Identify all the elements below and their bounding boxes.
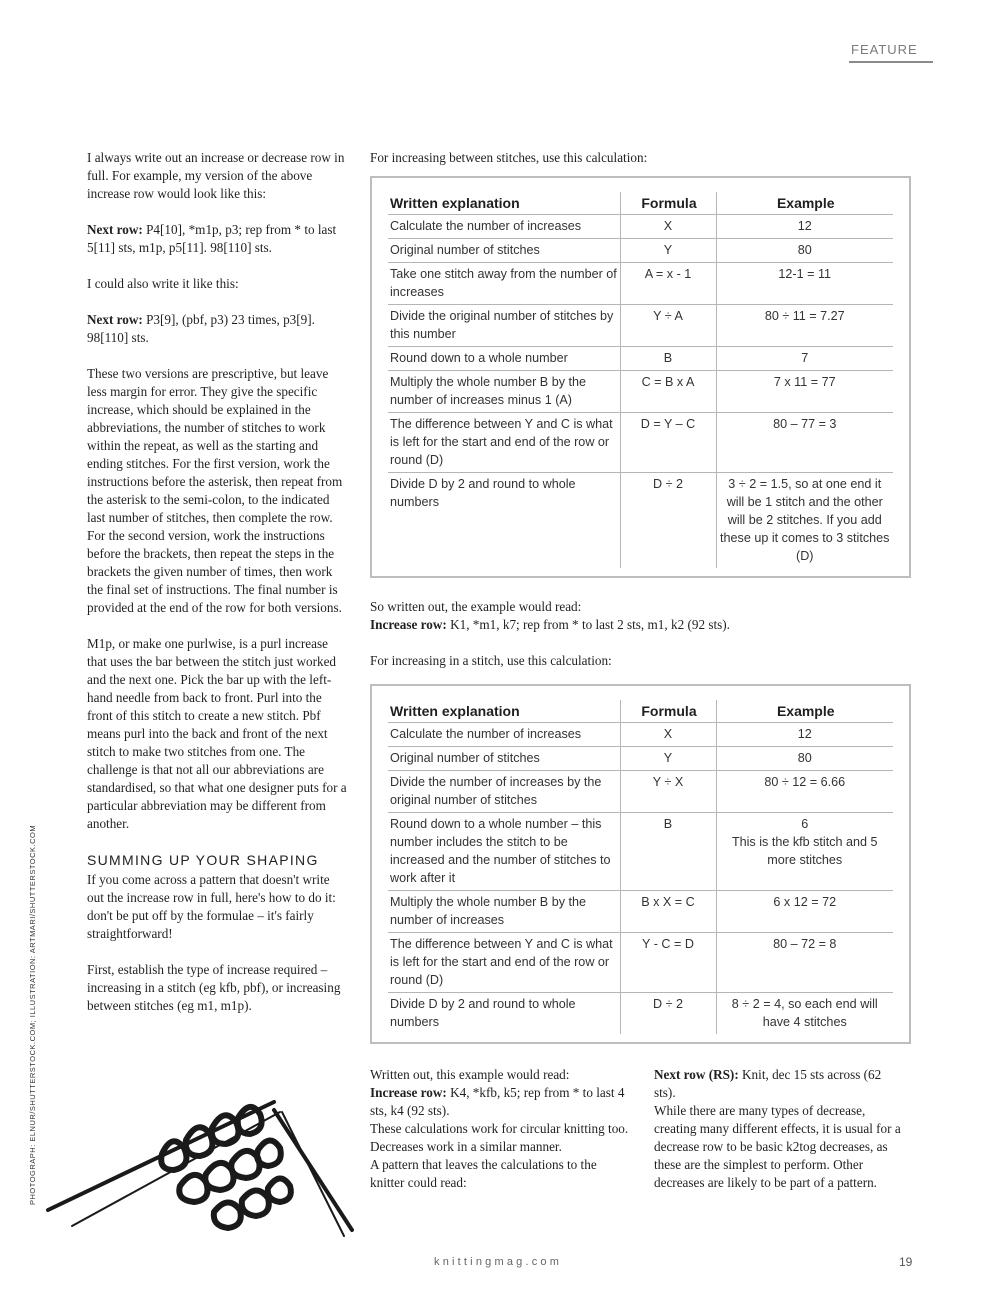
example-intro: So written out, the example would read: <box>370 599 582 614</box>
table2-intro: For increasing in a stitch, use this calculation: <box>370 653 612 668</box>
table-row <box>388 723 893 747</box>
cell-formula: D ÷ 2 <box>620 473 716 569</box>
page-number: 19 <box>899 1255 913 1269</box>
header-formula: Formula <box>620 700 716 723</box>
table-row <box>388 347 893 371</box>
cell-formula: Y ÷ A <box>620 305 716 347</box>
increase-row-instructions: K1, *m1, k7; rep from * to last 2 sts, m1, k2 (92 sts). <box>446 617 730 632</box>
cell-formula: B <box>620 347 716 371</box>
paragraph-summing: If you come across a pattern that doesn't write out the increase row in full, here's how to do it: don't be put off by the formulae – it's fairly straightforward! <box>87 872 336 941</box>
cell-example: 80 ÷ 11 = 7.27 <box>716 305 893 347</box>
photo-credit: PHOTOGRAPH: ELNUR/SHUTTERSTOCK.COM; ILLUSTRATION: ARTMARI/SHUTTERSTOCK.COM <box>28 824 37 1205</box>
table-row <box>388 239 893 263</box>
next-row-label: Next row: <box>87 312 143 327</box>
table-row <box>388 891 893 933</box>
table-row <box>388 263 893 305</box>
table-row <box>388 771 893 813</box>
example-readout <box>370 598 930 634</box>
cell-explanation: Divide D by 2 and round to whole numbers <box>388 993 620 1035</box>
next-row-rs-instructions: Knit, dec 15 sts across (62 sts). <box>654 1067 882 1100</box>
cell-formula: Y - C = D <box>620 933 716 993</box>
cell-example: 6 This is the kfb stitch and 5 more stitches <box>716 813 893 891</box>
cell-explanation: Calculate the number of increases <box>388 723 620 747</box>
cell-example: 80 <box>716 239 893 263</box>
paragraph-alt: I could also write it like this: <box>87 276 239 291</box>
decrease-types-note: While there are many types of decrease, creating many different effects, it is usual for a decrease row to be basic k2tog decreases, as these are the simplest to perform. Other decreases are likely to be part of a pattern. <box>654 1103 901 1190</box>
table-increasing-between <box>370 176 911 578</box>
cell-formula: D = Y – C <box>620 413 716 473</box>
cell-explanation: Multiply the whole number B by the number of increases minus 1 (A) <box>388 371 620 413</box>
header-explanation: Written explanation <box>390 195 520 211</box>
paragraph-establish: First, establish the type of increase required – increasing in a stitch (eg kfb, pbf), or increasing between stitches (eg m1, m1p). <box>87 962 341 1013</box>
cell-formula: A = x - 1 <box>620 263 716 305</box>
table-row <box>388 305 893 347</box>
bottom-right-column <box>654 1066 904 1192</box>
bottom-increase-row <box>370 1084 632 1120</box>
cell-formula: Y <box>620 239 716 263</box>
cell-formula: Y <box>620 747 716 771</box>
cell-example: 8 ÷ 2 = 4, so each end will have 4 stitches <box>716 993 893 1035</box>
header-example: Example <box>776 195 835 211</box>
paragraph-versions: These two versions are prescriptive, but leave less margin for error. They give the specific increase, which should be explained in the abbreviations, the number of stitches to work within the repeat, as well as the starting and ending stitches. For the first version, work the instructions before the asterisk, then repeat from the asterisk to the semi-colon, to the indicated last number of stitches, then complete the row. For the second version, work the instructions before the brackets, then repeat the steps in the brackets the given number of times, then work the final set of instructions. The final number is provided at the end of the row for both versions. <box>87 366 343 615</box>
table-row <box>388 371 893 413</box>
next-row-rs-label: Next row (RS): <box>654 1067 739 1082</box>
cell-formula: Y ÷ X <box>620 771 716 813</box>
cell-explanation: Take one stitch away from the number of increases <box>388 263 620 305</box>
cell-example: 12 <box>716 215 893 239</box>
cell-example: 80 – 72 = 8 <box>716 933 893 993</box>
table-row <box>388 993 893 1035</box>
cell-example: 12 <box>716 723 893 747</box>
increase-row-label: Increase row: <box>370 617 447 632</box>
table-row <box>388 933 893 993</box>
cell-formula: X <box>620 723 716 747</box>
cell-explanation: Calculate the number of increases <box>388 215 620 239</box>
cell-formula: B <box>620 813 716 891</box>
increase-row-label: Increase row: <box>370 1085 447 1100</box>
next-row-instructions: P4[10], *m1p, p3; rep from * to last 5[11] sts, m1p, p5[11]. 98[110] sts. <box>87 222 337 255</box>
pattern-note: A pattern that leaves the calculations to the knitter could read: <box>370 1157 597 1190</box>
cell-example: 7 x 11 = 77 <box>716 371 893 413</box>
section-tag: FEATURE <box>849 42 933 63</box>
cell-formula: X <box>620 215 716 239</box>
next-row-rs <box>654 1066 904 1102</box>
cell-explanation: Divide the number of increases by the original number of stitches <box>388 771 620 813</box>
table-row <box>388 813 893 891</box>
cell-example: 80 ÷ 12 = 6.66 <box>716 771 893 813</box>
paragraph-m1p: M1p, or make one purlwise, is a purl increase that uses the bar between the stitch just worked and the next one. Pick the bar up with the left-hand needle from back to front. Purl into the front of this stitch to create a new stitch. Pbf means purl into the back and front of the next stitch to make two stitches from one. The challenge is that not all our abbreviations are standardised, so that what one designer puts for a particular abbreviation may be different from another. <box>87 636 347 831</box>
table-row <box>388 473 893 569</box>
cell-explanation: Multiply the whole number B by the number of increases <box>388 891 620 933</box>
cell-formula: D ÷ 2 <box>620 993 716 1035</box>
table-row <box>388 215 893 239</box>
cell-example: 7 <box>716 347 893 371</box>
cell-explanation: Divide the original number of stitches by this number <box>388 305 620 347</box>
header-example: Example <box>776 703 835 719</box>
knitting-needles-illustration <box>44 1090 356 1240</box>
cell-explanation: The difference between Y and C is what is left for the start and end of the row or round (D) <box>388 413 620 473</box>
next-row-label: Next row: <box>87 222 143 237</box>
calc-table-between <box>388 192 893 568</box>
cell-example: 3 ÷ 2 = 1.5, so at one end it will be 1 stitch and the other will be 2 stitches. If you add these up it comes to 3 stitches (D) <box>716 473 893 569</box>
table-row <box>388 413 893 473</box>
cell-explanation: Round down to a whole number <box>388 347 620 371</box>
header-explanation: Written explanation <box>390 703 520 719</box>
cell-explanation: Original number of stitches <box>388 747 620 771</box>
section-heading: SUMMING UP YOUR SHAPING <box>87 852 319 868</box>
cell-example: 80 – 77 = 3 <box>716 413 893 473</box>
paragraph-intro: I always write out an increase or decrease row in full. For example, my version of the above increase row would look like this: <box>87 150 345 201</box>
decrease-note: Decreases work in a similar manner. <box>370 1139 562 1154</box>
cell-example: 12-1 = 11 <box>716 263 893 305</box>
table1-intro: For increasing between stitches, use this calculation: <box>370 150 648 165</box>
table-increasing-in <box>370 684 911 1044</box>
cell-explanation: Round down to a whole number – this number includes the stitch to be increased and the number of stitches to work after it <box>388 813 620 891</box>
cell-example: 6 x 12 = 72 <box>716 891 893 933</box>
circular-note: These calculations work for circular knitting too. <box>370 1121 629 1136</box>
paragraph-next-row-1 <box>87 221 349 257</box>
cell-explanation: The difference between Y and C is what is left for the start and end of the row or round (D) <box>388 933 620 993</box>
cell-explanation: Divide D by 2 and round to whole numbers <box>388 473 620 569</box>
header-formula: Formula <box>620 192 716 215</box>
calc-table-in-stitch <box>388 700 893 1034</box>
paragraph-next-row-2 <box>87 311 349 347</box>
cell-formula: B x X = C <box>620 891 716 933</box>
cell-explanation: Original number of stitches <box>388 239 620 263</box>
footer-url: knittingmag.com <box>434 1256 563 1268</box>
bottom-left-column <box>370 1066 632 1192</box>
next-row-instructions: P3[9], (pbf, p3) 23 times, p3[9]. 98[110] sts. <box>87 312 315 345</box>
increase-row-instructions: K4, *kfb, k5; rep from * to last 4 sts, k4 (92 sts). <box>370 1085 625 1118</box>
left-column <box>87 149 349 1033</box>
example-increase-row <box>370 616 930 634</box>
cell-formula: C = B x A <box>620 371 716 413</box>
bottom-intro: Written out, this example would read: <box>370 1067 570 1082</box>
cell-example: 80 <box>716 747 893 771</box>
table-row <box>388 747 893 771</box>
